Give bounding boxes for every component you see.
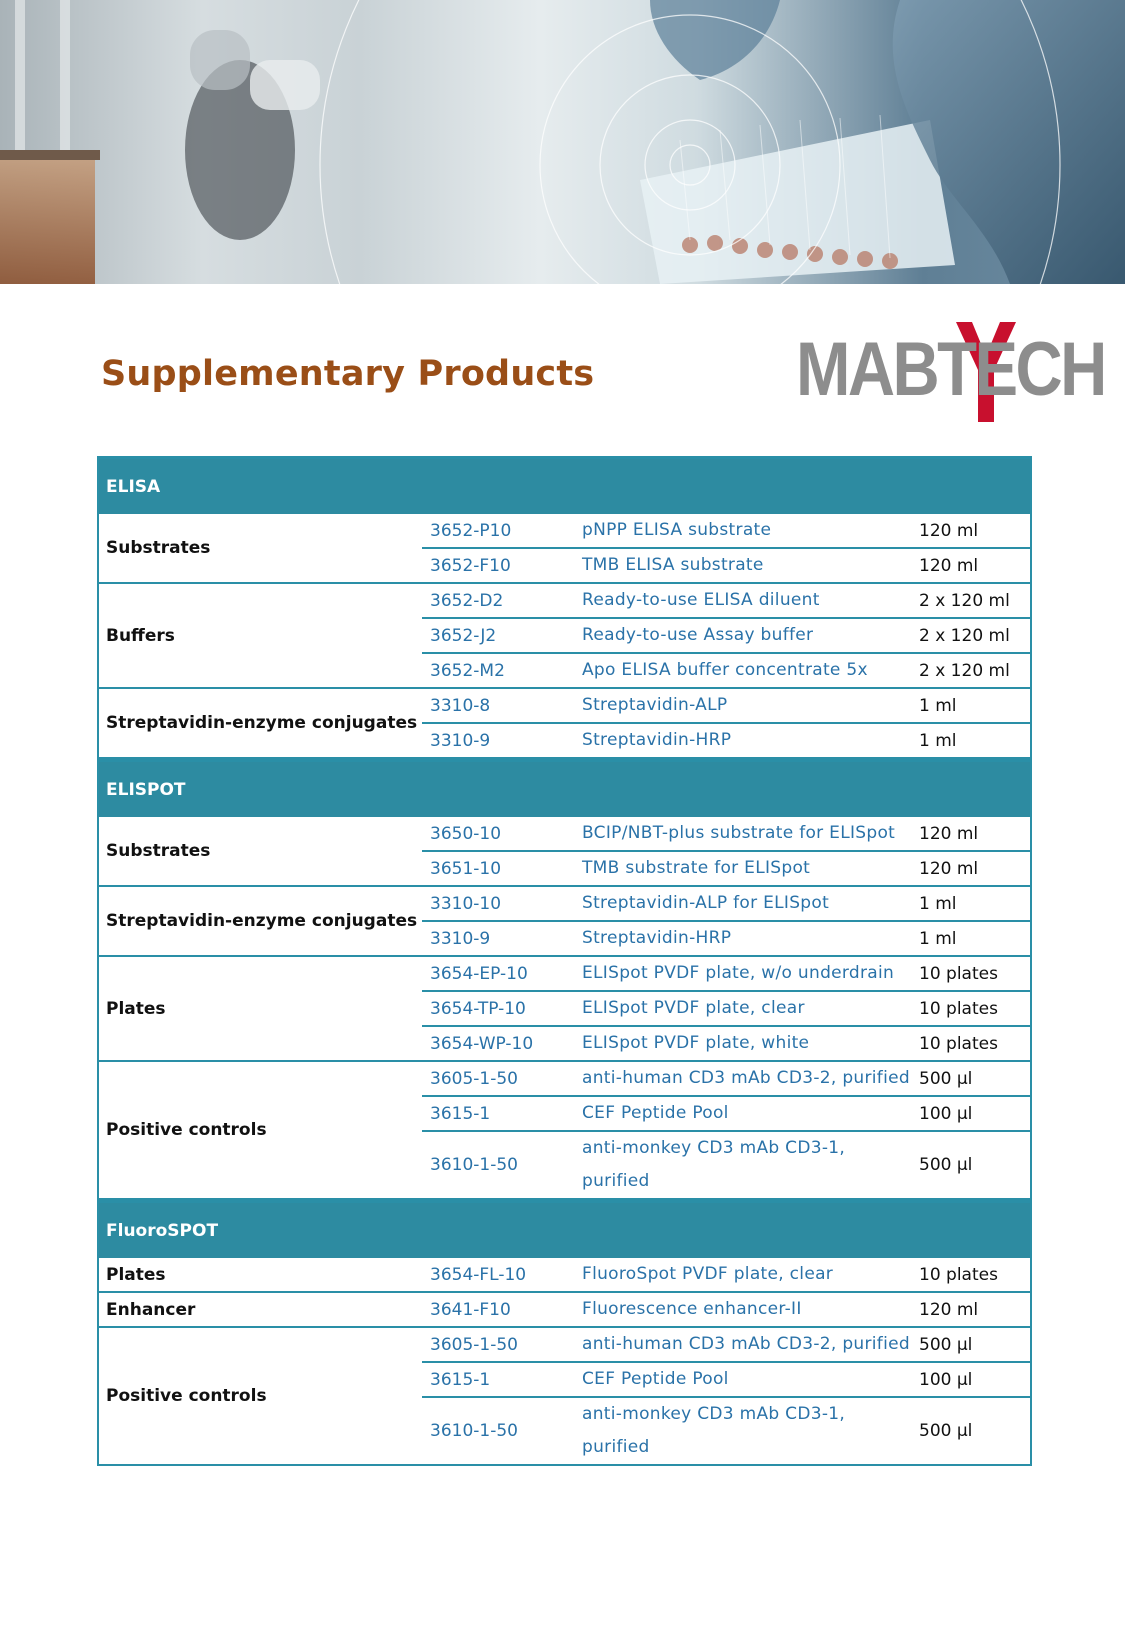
- table-row: [422, 1398, 1030, 1464]
- package-size: 1 ml: [919, 928, 957, 949]
- table-row: [422, 514, 1030, 549]
- catalog-number: 3652-J2: [430, 625, 497, 646]
- page-title: Supplementary Products: [101, 354, 595, 394]
- table-row: [422, 992, 1030, 1027]
- table-row: [422, 852, 1030, 885]
- product-description: Apo ELISA buffer concentrate 5x: [582, 660, 868, 680]
- package-size: 2 x 120 ml: [919, 660, 1010, 681]
- table-row: [422, 817, 1030, 852]
- product-group: [99, 817, 1030, 887]
- product-description: CEF Peptide Pool: [582, 1369, 729, 1389]
- package-size: 500 µl: [919, 1068, 973, 1089]
- product-table: [97, 456, 1032, 1466]
- package-size: 120 ml: [919, 520, 979, 541]
- product-description: TMB substrate for ELISpot: [582, 858, 811, 878]
- package-size: 10 plates: [919, 998, 998, 1019]
- product-group: [99, 689, 1030, 759]
- product-description: TMB ELISA substrate: [582, 555, 764, 575]
- package-size: 100 µl: [919, 1103, 973, 1124]
- package-size: 1 ml: [919, 730, 957, 751]
- section-header: ELISA: [99, 456, 1030, 514]
- product-description: ELISpot PVDF plate, w/o underdrain: [582, 963, 895, 983]
- catalog-number: 3310-9: [430, 730, 491, 751]
- product-group: [99, 1258, 1030, 1293]
- catalog-number: 3615-1: [430, 1369, 491, 1390]
- table-row: [422, 1293, 1030, 1326]
- table-row: [422, 1258, 1030, 1291]
- table-row: [422, 1097, 1030, 1132]
- product-description: BCIP/NBT-plus substrate for ELISpot: [582, 823, 896, 843]
- product-description: ELISpot PVDF plate, clear: [582, 998, 805, 1018]
- package-size: 1 ml: [919, 893, 957, 914]
- product-description: Fluorescence enhancer-II: [582, 1299, 802, 1319]
- table-row: [422, 1027, 1030, 1060]
- product-group: [99, 887, 1030, 957]
- table-row: [422, 1328, 1030, 1363]
- product-group: [99, 1293, 1030, 1328]
- group-name: Substrates: [106, 538, 211, 558]
- catalog-number: 3310-8: [430, 695, 491, 716]
- catalog-number: 3605-1-50: [430, 1068, 518, 1089]
- product-description: anti-human CD3 mAb CD3-2, purified: [582, 1334, 910, 1354]
- group-name: Plates: [106, 1264, 166, 1285]
- product-description: Ready-to-use ELISA diluent: [582, 590, 820, 610]
- table-row: [422, 689, 1030, 724]
- catalog-number: 3654-WP-10: [430, 1033, 534, 1054]
- package-size: 100 µl: [919, 1369, 973, 1390]
- package-size: 10 plates: [919, 1033, 998, 1054]
- logo-wordmark: MABTECH: [796, 327, 1105, 412]
- product-group: [99, 1328, 1030, 1464]
- catalog-number: 3651-10: [430, 858, 502, 879]
- product-group: [99, 957, 1030, 1062]
- product-group: [99, 584, 1030, 689]
- package-size: 500 µl: [919, 1334, 973, 1355]
- package-size: 500 µl: [919, 1155, 973, 1175]
- product-description: CEF Peptide Pool: [582, 1103, 729, 1123]
- product-description: ELISpot PVDF plate, white: [582, 1033, 810, 1053]
- product-description: anti-monkey CD3 mAb CD3-1, purified: [582, 1404, 846, 1457]
- group-name: Positive controls: [106, 1386, 267, 1406]
- product-description: Streptavidin-HRP: [582, 730, 732, 750]
- table-row: [422, 724, 1030, 757]
- group-name: Streptavidin-enzyme conjugates: [106, 713, 418, 733]
- table-row: [422, 619, 1030, 654]
- package-size: 2 x 120 ml: [919, 590, 1010, 611]
- catalog-number: 3652-D2: [430, 590, 504, 611]
- product-description: pNPP ELISA substrate: [582, 520, 772, 540]
- table-row: [422, 549, 1030, 582]
- catalog-number: 3650-10: [430, 823, 502, 844]
- product-group: [99, 1062, 1030, 1200]
- section-header: ELISPOT: [99, 759, 1030, 817]
- table-row: [422, 887, 1030, 922]
- group-name: Substrates: [106, 841, 211, 861]
- table-row: [422, 1363, 1030, 1398]
- package-size: 1 ml: [919, 695, 957, 716]
- product-description: Streptavidin-ALP for ELISpot: [582, 893, 830, 913]
- catalog-number: 3610-1-50: [430, 1421, 518, 1441]
- package-size: 120 ml: [919, 555, 979, 576]
- package-size: 120 ml: [919, 858, 979, 879]
- catalog-number: 3605-1-50: [430, 1334, 518, 1355]
- catalog-number: 3652-F10: [430, 555, 511, 576]
- catalog-number: 3310-9: [430, 928, 491, 949]
- catalog-number: 3615-1: [430, 1103, 491, 1124]
- catalog-number: 3654-EP-10: [430, 963, 528, 984]
- package-size: 120 ml: [919, 1299, 979, 1320]
- group-name: Positive controls: [106, 1120, 267, 1140]
- product-description: Streptavidin-ALP: [582, 695, 728, 715]
- product-description: FluoroSpot PVDF plate, clear: [582, 1264, 834, 1284]
- catalog-number: 3652-P10: [430, 520, 512, 541]
- table-row: [422, 584, 1030, 619]
- package-size: 10 plates: [919, 1264, 998, 1285]
- product-description: anti-monkey CD3 mAb CD3-1, purified: [582, 1138, 846, 1191]
- product-description: Ready-to-use Assay buffer: [582, 625, 814, 645]
- package-size: 2 x 120 ml: [919, 625, 1010, 646]
- catalog-number: 3310-10: [430, 893, 502, 914]
- catalog-number: 3654-FL-10: [430, 1264, 527, 1285]
- lab-photo-illustration: [0, 0, 1125, 284]
- table-row: [422, 957, 1030, 992]
- mabtech-logo: [796, 322, 1105, 422]
- catalog-number: 3610-1-50: [430, 1155, 518, 1175]
- group-name: Enhancer: [106, 1299, 196, 1320]
- section-header: FluoroSPOT: [99, 1200, 1030, 1258]
- table-row: [422, 1062, 1030, 1097]
- catalog-number: 3641-F10: [430, 1299, 511, 1320]
- package-size: 500 µl: [919, 1421, 973, 1441]
- package-size: 120 ml: [919, 823, 979, 844]
- catalog-number: 3652-M2: [430, 660, 505, 681]
- catalog-number: 3654-TP-10: [430, 998, 526, 1019]
- group-name: Streptavidin-enzyme conjugates: [106, 911, 418, 931]
- hero-banner-image: [0, 0, 1125, 284]
- table-row: [422, 1132, 1030, 1198]
- product-description: anti-human CD3 mAb CD3-2, purified: [582, 1068, 910, 1088]
- table-row: [422, 654, 1030, 687]
- product-description: Streptavidin-HRP: [582, 928, 732, 948]
- group-name: Plates: [106, 998, 166, 1019]
- group-name: Buffers: [106, 625, 175, 646]
- product-group: [99, 514, 1030, 584]
- package-size: 10 plates: [919, 963, 998, 984]
- table-row: [422, 922, 1030, 955]
